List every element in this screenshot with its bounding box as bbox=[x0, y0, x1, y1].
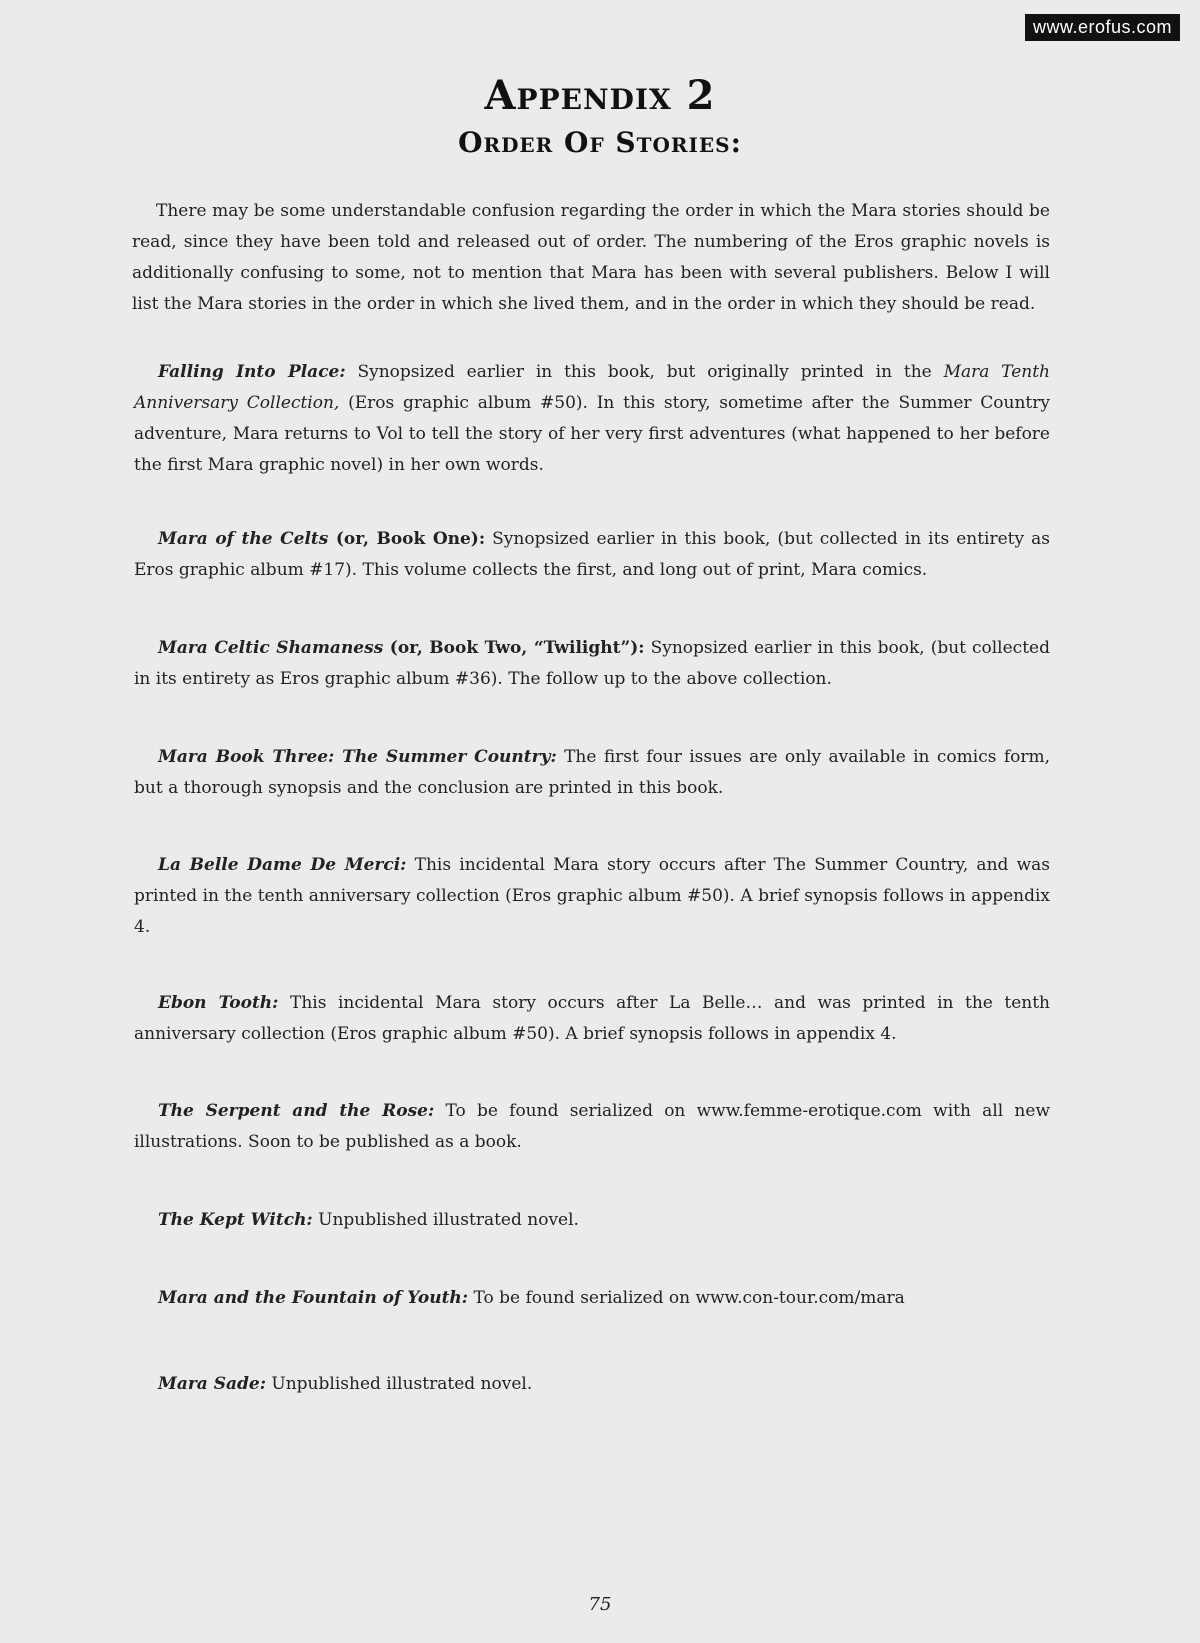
story-entry-mara-sade bbox=[134, 1369, 1050, 1400]
story-text: Unpublished illustrated novel. bbox=[312, 1210, 579, 1230]
page-number: 75 bbox=[588, 1594, 612, 1615]
story-subtitle: (or, Book Two, “Twilight”): bbox=[383, 638, 645, 658]
story-title: Mara Sade: bbox=[158, 1374, 266, 1394]
story-entry-ebon-tooth bbox=[134, 988, 1050, 1050]
story-entry-mara-of-the-celts bbox=[134, 524, 1050, 586]
story-subtitle: (or, Book One): bbox=[328, 529, 486, 549]
story-title: Ebon Tooth: bbox=[158, 993, 279, 1013]
page-title: Appendix 2 bbox=[484, 72, 716, 119]
story-title: The Kept Witch: bbox=[158, 1210, 313, 1230]
story-entry-fountain-of-youth bbox=[134, 1283, 1050, 1314]
page-subtitle: Order Of Stories: bbox=[458, 126, 742, 159]
story-title: Falling Into Place: bbox=[158, 362, 346, 382]
story-entry-celtic-shamaness bbox=[134, 633, 1050, 695]
story-title: Mara Book Three: The Summer Country: bbox=[158, 747, 557, 767]
story-entry-falling-into-place bbox=[134, 357, 1050, 481]
story-entry-summer-country bbox=[134, 742, 1050, 804]
story-title: Mara of the Celts bbox=[158, 529, 329, 549]
story-title: The Serpent and the Rose: bbox=[158, 1101, 435, 1121]
story-text: This incidental Mara story occurs after La Belle… and was printed in the tenth anniversary collection (Eros graphic album #50). A brief synopsis follows in appendix 4. bbox=[134, 993, 1050, 1044]
story-text: Unpublished illustrated novel. bbox=[266, 1374, 533, 1394]
story-entry-la-belle-dame bbox=[134, 850, 1050, 943]
story-text: This incidental Mara story occurs after The Summer Country, and was printed in the tenth anniversary collection (Eros graphic album #50). A brief synopsis follows in appendix 4. bbox=[134, 855, 1050, 937]
story-title: La Belle Dame De Merci: bbox=[158, 855, 407, 875]
story-entry-kept-witch bbox=[134, 1205, 1050, 1236]
story-text: Synopsized earlier in this book, but originally printed in the bbox=[345, 362, 944, 382]
story-title: Mara and the Fountain of Youth: bbox=[158, 1288, 469, 1308]
story-italic: Mara Tenth Anniversary Collection, bbox=[134, 362, 1050, 413]
story-title: Mara Celtic Shamaness bbox=[158, 638, 384, 658]
story-text: To be found serialized on www.femme-erotique.com with all new illustrations. Soon to be published as a book. bbox=[134, 1101, 1050, 1152]
story-text: (Eros graphic album #50). In this story, sometime after the Summer Country adventure, Mara returns to Vol to tell the story of her very first adventures (what happened to her before the first Mara graphic novel) in her own words. bbox=[134, 393, 1050, 475]
story-entry-serpent-and-rose bbox=[134, 1096, 1050, 1158]
story-text: Synopsized earlier in this book, (but collected in its entirety as Eros graphic album #17). This volume collects the first, and long out of print, Mara comics. bbox=[134, 529, 1050, 580]
story-text: To be found serialized on www.con-tour.com/mara bbox=[468, 1288, 905, 1308]
intro-text: There may be some understandable confusion regarding the order in which the Mara stories should be read, since they have been told and released out of order. The numbering of the Eros graphic novels is additionally confusing to some, not to mention that Mara has been with several publishers. Below I will list the Mara stories in the order in which she lived them, and in the order in which they should be read. bbox=[132, 201, 1050, 314]
watermark: www.erofus.com bbox=[1025, 14, 1180, 41]
story-text: Synopsized earlier in this book, (but collected in its entirety as Eros graphic album #36). The follow up to the above collection. bbox=[134, 638, 1050, 689]
intro-paragraph bbox=[132, 196, 1050, 320]
story-text: The first four issues are only available in comics form, but a thorough synopsis and the conclusion are printed in this book. bbox=[134, 747, 1050, 798]
